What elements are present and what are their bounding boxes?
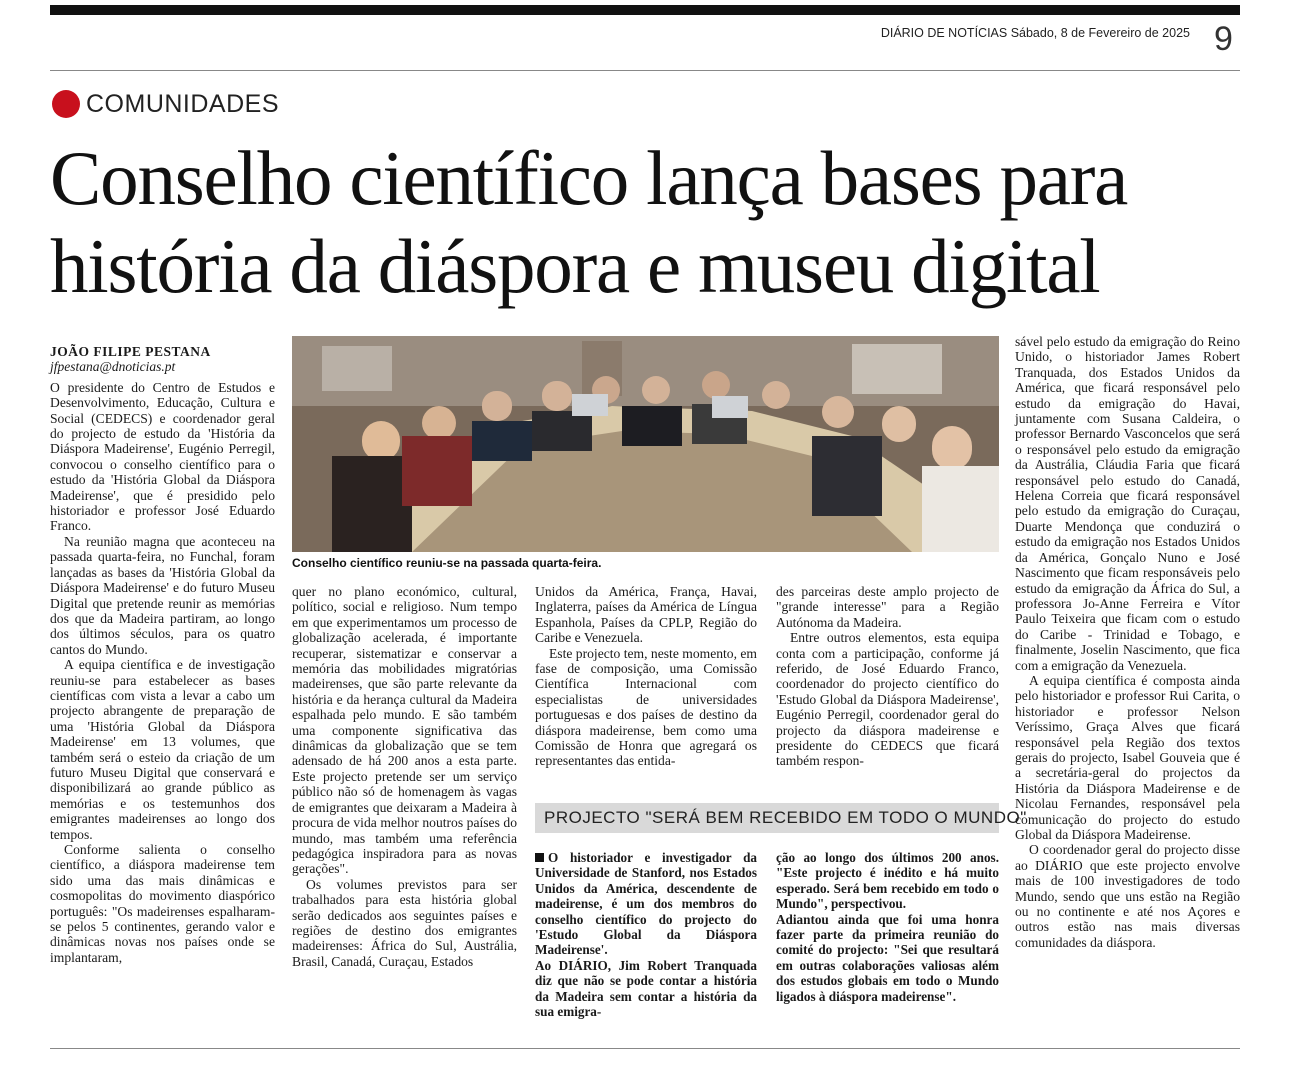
paragraph: des parceiras deste amplo projecto de "grande interesse" para a Região Autónoma da Madeira.	[776, 584, 999, 630]
paragraph: Entre outros elementos, esta equipa conta com a participação, conforme já referido, de José Eduardo Franco, coordenador do projecto científico do 'Estudo Global da Diáspora Madeirense', Eugénio Perregil, coordenador geral do projecto da diáspora madeirense e presidente do CEDECS que ficará também respon-	[776, 630, 999, 769]
box-paragraph: ção ao longo dos últimos 200 anos. "Este projecto é inédito e há muito esperado. Será bem recebido em todo o Mundo", perspectivou.	[776, 850, 999, 912]
box-paragraph	[535, 850, 757, 958]
paragraph: Unidos da América, França, Havai, Inglaterra, países da América de Língua Espanhola, Países da CPLP, Região do Caribe e Venezuela.	[535, 584, 757, 646]
section-dot-icon	[52, 90, 80, 118]
footer-divider	[50, 1048, 1240, 1049]
article-column-3	[535, 584, 757, 769]
header-divider	[50, 70, 1240, 71]
box-heading-text: PROJECTO "SERÁ BEM RECEBIDO EM TODO O MUNDO"	[544, 808, 1027, 827]
headline-line-2: história da diáspora e museu digital	[50, 223, 1100, 309]
meeting-photo-illustration	[292, 336, 999, 552]
paragraph: Os volumes previstos para ser trabalhados para esta história global serão dedicados aos seguintes países e regiões de destino dos emigrantes madeirenses: África do Sul, Austrália, Brasil, Canadá, Curaçau, Estados	[292, 876, 517, 969]
paragraph: sável pelo estudo da emigração do Reino Unido, o historiador James Robert Tranquada, dos Estados Unidos da América, que ficará responsável pelo estudo da emigração do Havai, juntamente com Susana Caldeira, o professor Bernardo Vasconcelos que será o responsável pelo estudo da emigração da Austrália, Cláudia Faria que ficará responsável pelo estudo do Canadá, Helena Correia que ficará responsável pelo estudo da emigração do Curaçau, Duarte Mendonça que conduzirá o estudo da emigração nos Estados Unidos da América, Gonçalo Nuno e José Nascimento que ficam responsáveis pelo estudo da emigração da África do Sul, a professora Jo-Anne Ferreira e Vítor Paulo Teixeira que ficam com o estudo do Caribe - Trinidad e Tobago, e finalmente, Joselin Nascimento, que fica com a emigração da Venezuela.	[1015, 334, 1240, 673]
box-paragraph: Ao DIÁRIO, Jim Robert Tranquada diz que não se pode contar a história da Madeira sem contar a história da sua emigra-	[535, 957, 757, 1020]
paragraph: Conforme salienta o conselho científico, a diáspora madeirense tem sido uma das mais dinâmicas e cosmopolitas do movimento diaspórico português: "Os madeirenses espalharam-se pelos 5 continentes, gerando valor e dinâmicas novas nos países onde se implantaram,	[50, 842, 275, 965]
article-column-2	[292, 584, 517, 969]
article-column-4	[776, 584, 999, 769]
page-number: 9	[1214, 20, 1233, 58]
paragraph: O coordenador geral do projecto disse ao DIÁRIO que este projecto envolve mais de 100 investigadores de todo Mundo, sendo que uns estão na Região ou no continente e até nos Açores e outros estão nas mais diversas comunidades da diáspora.	[1015, 842, 1240, 950]
article-column-5	[1015, 334, 1240, 950]
section-label: COMUNIDADES	[86, 89, 280, 118]
paragraph: A equipa científica e de investigação reuniu-se para estabelecer as bases científicas com vista a levar a cabo um projecto abrangente de preparação de uma 'História Global da Diáspora Madeirense' em 13 volumes, que também será o esteio da criação de um futuro Museu Digital que conservará e disponibilizará ao grande público as memórias e os testemunhos dos emigrantes madeirenses ao longo dos tempos.	[50, 657, 275, 842]
box-column-1	[535, 850, 757, 1019]
bullet-square-icon	[535, 853, 544, 862]
box-heading	[535, 803, 1027, 833]
paragraph: Na reunião magna que aconteceu na passada quarta-feira, no Funchal, foram lançadas as bases da 'História Global da Diáspora Madeirense' e do futuro Museu Digital que pretende reunir as memórias dos que da Madeira partiram, ao longo dos últimos séculos, para os quatro cantos do Mundo.	[50, 533, 275, 657]
box-paragraph: Adiantou ainda que foi uma honra fazer parte da primeira reunião do comité do projecto: "Sei que resultará em outras colaborações valiosas além dos estudos globais em todo o Mundo ligados à diáspora madeirense".	[776, 911, 999, 1004]
box-text: O historiador e investigador da Universidade de Stanford, nos Estados Unidos da América, descendente de madeirense, é um dos membros do conselho científico do projecto do 'Estudo Global da Diáspora Madeirense'.	[535, 850, 757, 958]
top-rule	[50, 5, 1240, 15]
headline-line-1: Conselho científico lança bases para	[50, 135, 1128, 221]
meeting-photo	[292, 336, 999, 552]
section-label-group	[52, 88, 279, 120]
paragraph: quer no plano económico, cultural, político, social e religioso. Num tempo em que experimentamos um processo de globalização acelerada, é importante recuperar, sistematizar e conservar a memória das mobilidades migratórias madeirenses, que são parte relevante da história e da herança cultural da Madeira espalhada pelo mundo. E são também uma componente significativa das dinâmicas da globalização que se tem adensado de há 200 anos a esta parte. Este projecto pretende ser um serviço público não só de homenagem às vagas de emigrantes que deixaram a Madeira à procura de vida melhor noutros países do mundo, mas também uma referência pedagógica inspiradora para as novas gerações".	[292, 584, 517, 877]
article-column-1	[50, 344, 275, 965]
byline-email: jfpestana@dnoticias.pt	[50, 359, 176, 375]
paragraph: A equipa científica é composta ainda pelo historiador e professor Rui Carita, o historiador e professor Nelson Veríssimo, Graça Alves que ficará responsável pela Região dos textos gerais do projecto, Isabel Gouveia que é a secretária-geral do projectos da História da Diáspora Madeirense e de Nicolau Fernandes, responsável pela comunicação do projecto do estudo Global da Diáspora Madeirense.	[1015, 672, 1240, 842]
headline	[50, 134, 1250, 310]
paragraph: O presidente do Centro de Estudos e Desenvolvimento, Educação, Cultura e Social (CEDECS) e coordenador geral do projecto de estudo da 'História da Diáspora Madeirense', Eugénio Perregil, convocou o conselho científico para o estudo da 'História Global da Diáspora Madeirense', que é presidido pelo historiador e professor José Eduardo Franco.	[50, 379, 275, 534]
paragraph: Este projecto tem, neste momento, em fase de composição, uma Comissão Científica Internacional com especialistas de universidades portuguesas e dos países de destino da diáspora madeirense, bem como uma Comissão de Honra que agregará os representantes das entida-	[535, 645, 758, 769]
byline-author: JOÃO FILIPE PESTANA	[50, 344, 211, 359]
page-folio: DIÁRIO DE NOTÍCIAS Sábado, 8 de Fevereiro de 2025	[880, 26, 1190, 40]
photo-caption: Conselho científico reuniu-se na passada quarta-feira.	[292, 556, 602, 570]
box-column-2	[776, 850, 999, 1004]
